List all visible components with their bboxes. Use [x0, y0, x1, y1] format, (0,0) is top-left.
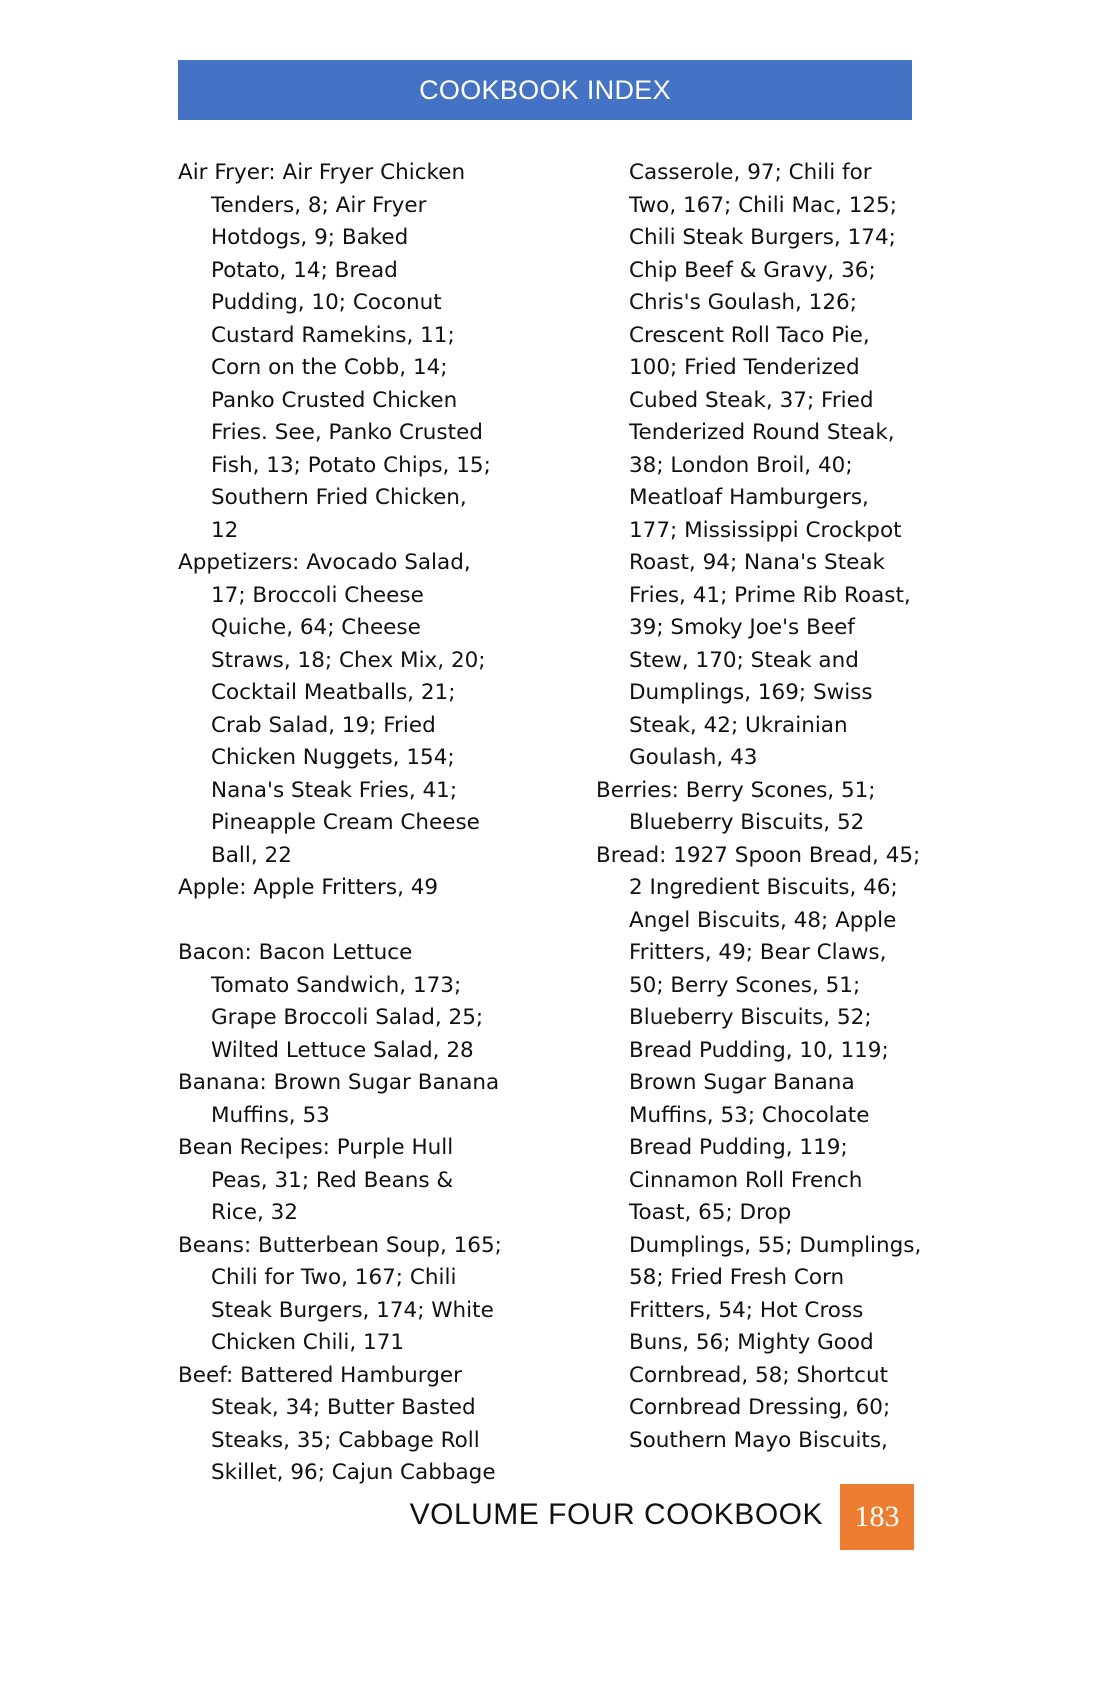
index-column-left — [178, 157, 508, 1490]
index-entry-line: Wilted Lettuce Salad, 28 — [211, 1037, 474, 1063]
index-entry-line: Ball, 22 — [211, 842, 292, 868]
index-entry-line: Two, 167; Chili Mac, 125; — [629, 192, 897, 218]
index-entry-line: Straws, 18; Chex Mix, 20; — [211, 647, 486, 673]
index-entry-line: Pudding, 10; Coconut — [211, 290, 442, 315]
page-header-bar — [178, 60, 912, 120]
index-entry-line: Custard Ramekins, 11; — [211, 322, 455, 348]
index-entry-line: Chris's Goulash, 126; — [629, 290, 857, 315]
index-entry-line: Fritters, 49; Bear Claws, — [629, 940, 887, 965]
index-entry-line: Tenders, 8; Air Fryer — [211, 192, 427, 218]
index-entry-line: Potato, 14; Bread — [211, 257, 398, 283]
index-entry-line: Chili Steak Burgers, 174; — [629, 225, 896, 250]
index-entry-line: Steak Burgers, 174; White — [211, 1297, 494, 1323]
index-entry-line: Angel Biscuits, 48; Apple — [629, 907, 897, 933]
index-entry-line: Muffins, 53; Chocolate — [629, 1102, 870, 1128]
index-entry — [178, 1067, 508, 1132]
index-entry — [596, 157, 916, 775]
index-entry-line: Nana's Steak Fries, 41; — [211, 777, 458, 803]
index-entry-line: 177; Mississippi Crockpot — [629, 517, 902, 543]
index-entry-line: Buns, 56; Mighty Good — [629, 1330, 874, 1355]
index-entry-line: Chip Beef & Gravy, 36; — [629, 257, 876, 283]
index-entry — [178, 1230, 508, 1360]
footer-book-title: VOLUME FOUR COOKBOOK — [409, 1498, 823, 1531]
index-entry-line: Roast, 94; Nana's Steak — [629, 550, 885, 575]
index-entry — [178, 157, 508, 547]
index-entry-line: Fries, 41; Prime Rib Roast, — [629, 582, 911, 608]
index-entry-line: Casserole, 97; Chili for — [629, 160, 872, 185]
index-entry-heading-line: Apple: Apple Fritters, 49 — [178, 875, 439, 900]
index-entry-line: Toast, 65; Drop — [629, 1200, 792, 1225]
index-entry-line: Cubed Steak, 37; Fried — [629, 387, 874, 413]
index-entry-line: 50; Berry Scones, 51; — [629, 972, 861, 998]
index-entry — [178, 547, 508, 872]
index-entry-line: Southern Mayo Biscuits, — [629, 1427, 888, 1453]
index-entry-line: Grape Broccoli Salad, 25; — [211, 1005, 484, 1030]
index-entry-heading-line: Beef: Battered Hamburger — [178, 1362, 462, 1388]
index-entry-line: Skillet, 96; Cajun Cabbage — [211, 1460, 496, 1485]
index-entry-line: Crab Salad, 19; Fried — [211, 712, 436, 738]
index-entry-heading-line: Bean Recipes: Purple Hull — [178, 1135, 454, 1160]
index-entry-line: Pineapple Cream Cheese — [211, 810, 480, 835]
index-column-right — [596, 157, 922, 1457]
index-entry-line: Southern Fried Chicken, — [211, 485, 467, 510]
index-entry-heading-line: Berries: Berry Scones, 51; — [596, 777, 876, 803]
index-entry-line: Fritters, 54; Hot Cross — [629, 1297, 864, 1323]
index-entry — [178, 1360, 508, 1490]
index-entry-line: Stew, 170; Steak and — [629, 647, 859, 673]
page-number-badge — [840, 1484, 914, 1550]
index-entry-line: Cornbread Dressing, 60; — [629, 1395, 891, 1420]
index-entry-line: Fish, 13; Potato Chips, 15; — [211, 452, 491, 478]
index-entry-line: Tenderized Round Steak, — [629, 420, 895, 445]
index-entry-heading-line: Banana: Brown Sugar Banana — [178, 1070, 500, 1095]
index-entry-heading-line: Bread: 1927 Spoon Bread, 45; — [596, 842, 921, 868]
index-entry-line: Steaks, 35; Cabbage Roll — [211, 1427, 480, 1453]
page-number: 183 — [854, 1500, 900, 1533]
index-entry-line: 17; Broccoli Cheese — [211, 582, 424, 608]
index-entry-line: Peas, 31; Red Beans & — [211, 1167, 454, 1193]
index-entry-line: Meatloaf Hamburgers, — [629, 485, 869, 510]
index-entry-line: Blueberry Biscuits, 52 — [629, 810, 865, 835]
index-entry-line: 58; Fried Fresh Corn — [629, 1265, 845, 1290]
index-entry-line: Muffins, 53 — [211, 1102, 330, 1128]
index-entry-line: Rice, 32 — [211, 1200, 298, 1225]
index-spacer — [178, 905, 508, 938]
index-entry-line: Dumplings, 169; Swiss — [629, 680, 873, 705]
index-entry-line: Brown Sugar Banana — [629, 1070, 855, 1095]
index-entry-heading-line: Beans: Butterbean Soup, 165; — [178, 1232, 502, 1258]
index-entry — [596, 775, 916, 840]
index-entry-line: Cornbread, 58; Shortcut — [629, 1362, 888, 1388]
index-entry-line: Tomato Sandwich, 173; — [211, 972, 462, 998]
index-entry-line: 100; Fried Tenderized — [629, 355, 860, 380]
index-entry-line: Chicken Nuggets, 154; — [211, 745, 455, 770]
page-title: COOKBOOK INDEX — [419, 74, 671, 105]
index-entry-line: Chili for Two, 167; Chili — [211, 1265, 457, 1290]
index-entry-line: Quiche, 64; Cheese — [211, 615, 421, 640]
index-entry-line: Crescent Roll Taco Pie, — [629, 322, 870, 348]
index-entry-line: Bread Pudding, 119; — [629, 1135, 848, 1160]
index-entry-line: 2 Ingredient Biscuits, 46; — [629, 875, 898, 900]
index-entry-line: Chicken Chili, 171 — [211, 1330, 405, 1355]
index-entry-heading-line: Bacon: Bacon Lettuce — [178, 940, 413, 965]
index-entry — [178, 1132, 508, 1230]
index-entry-line: Panko Crusted Chicken — [211, 387, 458, 413]
index-entry-line: Steak, 42; Ukrainian — [629, 712, 848, 738]
index-entry-line: 38; London Broil, 40; — [629, 452, 853, 478]
index-entry-heading-line: Air Fryer: Air Fryer Chicken — [178, 160, 466, 185]
index-entry-line: Bread Pudding, 10, 119; — [629, 1037, 889, 1063]
index-entry-line: Goulash, 43 — [629, 745, 758, 770]
index-entry-line: Dumplings, 55; Dumplings, — [629, 1232, 922, 1258]
index-entry — [178, 937, 508, 1067]
index-entry-line: Cinnamon Roll French — [629, 1167, 863, 1193]
index-entry-line: Corn on the Cobb, 14; — [211, 355, 448, 380]
index-entry-line: Fries. See, Panko Crusted — [211, 420, 483, 445]
index-entry — [178, 872, 508, 905]
index-entry-line: Cocktail Meatballs, 21; — [211, 680, 456, 705]
index-entry-line: 12 — [211, 517, 239, 543]
index-entry-line: Blueberry Biscuits, 52; — [629, 1005, 872, 1030]
index-entry-line: Hotdogs, 9; Baked — [211, 225, 409, 250]
index-entry — [596, 840, 922, 1458]
index-entry-line: Steak, 34; Butter Basted — [211, 1395, 476, 1420]
index-entry-line: 39; Smoky Joe's Beef — [629, 615, 855, 640]
index-entry-heading-line: Appetizers: Avocado Salad, — [178, 550, 471, 575]
